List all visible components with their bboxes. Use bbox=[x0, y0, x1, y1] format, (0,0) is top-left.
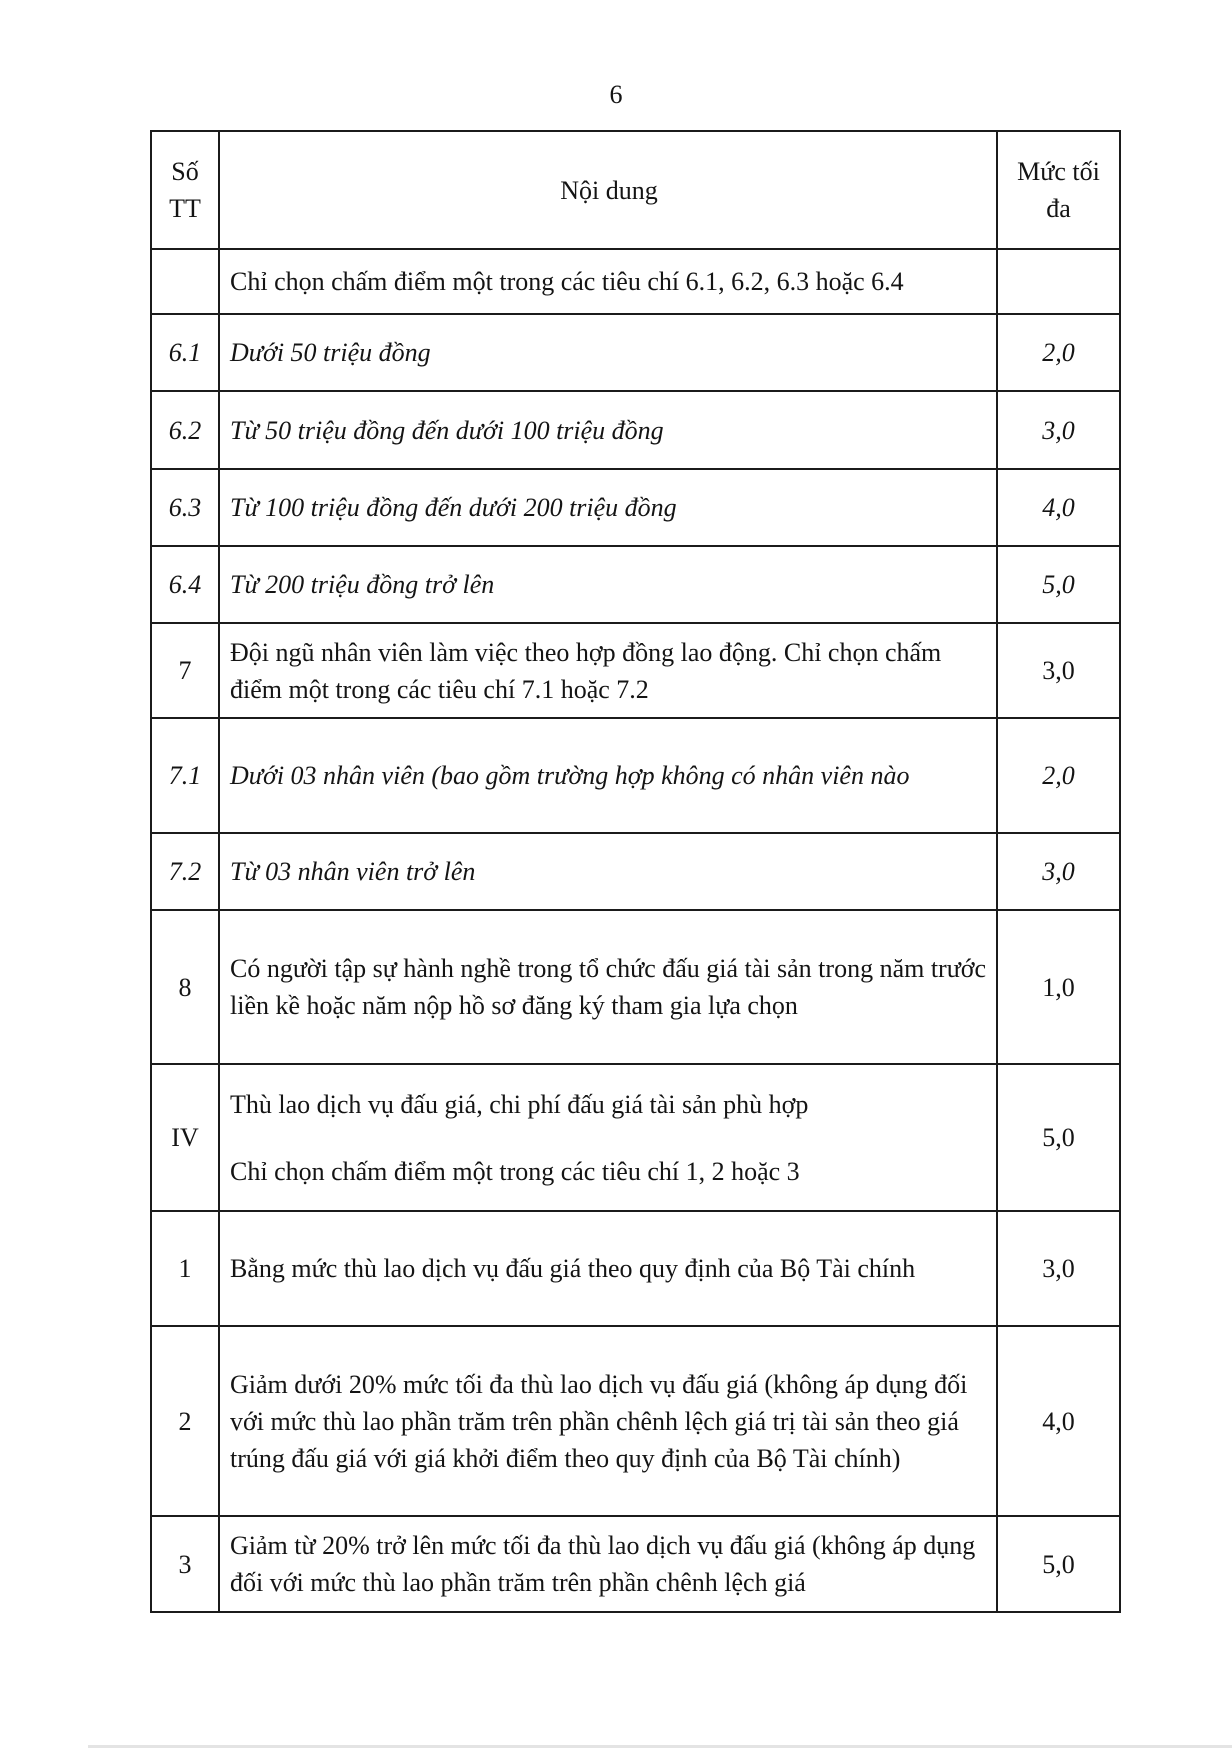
row-content bbox=[219, 833, 997, 910]
table-row bbox=[151, 249, 1120, 314]
header-max: Mức tối đa bbox=[997, 131, 1120, 249]
table-row bbox=[151, 546, 1120, 623]
table-row bbox=[151, 1211, 1120, 1326]
row-content bbox=[219, 1064, 997, 1211]
table-row bbox=[151, 623, 1120, 718]
table-header-row bbox=[151, 131, 1120, 249]
content-paragraph: Thù lao dịch vụ đấu giá, chi phí đấu giá tài sản phù hợp bbox=[230, 1089, 809, 1119]
row-content bbox=[219, 546, 997, 623]
content-paragraph: Từ 03 nhân viên trở lên bbox=[230, 857, 476, 886]
content-paragraph: Đội ngũ nhân viên làm việc theo hợp đồng lao động. Chỉ chọn chấm điểm một trong các tiêu chí 7.1 hoặc 7.2 bbox=[230, 637, 942, 704]
table-row bbox=[151, 1326, 1120, 1516]
table-row bbox=[151, 833, 1120, 910]
row-number: 1 bbox=[151, 1211, 219, 1326]
content-paragraph: Bằng mức thù lao dịch vụ đấu giá theo quy định của Bộ Tài chính bbox=[230, 1254, 916, 1283]
content-paragraph: Từ 50 triệu đồng đến dưới 100 triệu đồng bbox=[230, 415, 664, 445]
row-content bbox=[219, 1326, 997, 1516]
row-number: 6.1 bbox=[151, 314, 219, 391]
row-content bbox=[219, 1211, 997, 1326]
row-max-score: 1,0 bbox=[997, 910, 1120, 1064]
content-paragraph: Giảm dưới 20% mức tối đa thù lao dịch vụ đấu giá (không áp dụng đối với mức thù lao phần trăm trên phần chênh lệch giá trị tài sản theo giá trúng đấu giá với giá khởi điểm theo quy định của Bộ Tài chính) bbox=[230, 1369, 968, 1473]
table-row bbox=[151, 1516, 1120, 1612]
row-content bbox=[219, 391, 997, 469]
row-number: 6.4 bbox=[151, 546, 219, 623]
page-bottom-edge bbox=[88, 1745, 1232, 1748]
table-row bbox=[151, 1064, 1120, 1211]
row-max-score: 5,0 bbox=[997, 546, 1120, 623]
table-row bbox=[151, 314, 1120, 391]
row-max-score: 5,0 bbox=[997, 1064, 1120, 1211]
content-paragraph: Từ 200 triệu đồng trở lên bbox=[230, 570, 495, 599]
criteria-table bbox=[150, 130, 1121, 1613]
content-paragraph: Dưới 03 nhân viên (bao gồm trường hợp không có nhân viên nào bbox=[230, 761, 910, 790]
content-paragraph: Có người tập sự hành nghề trong tổ chức đấu giá tài sản trong năm trước liền kề hoặc năm nộp hồ sơ đăng ký tham gia lựa chọn bbox=[230, 954, 987, 1020]
table-row bbox=[151, 910, 1120, 1064]
row-max-score: 3,0 bbox=[997, 391, 1120, 469]
table-row bbox=[151, 718, 1120, 833]
row-number: 8 bbox=[151, 910, 219, 1064]
content-paragraph: Dưới 50 triệu đồng bbox=[230, 338, 431, 367]
row-max-score: 2,0 bbox=[997, 314, 1120, 391]
row-max-score: 4,0 bbox=[997, 469, 1120, 546]
page-number: 6 bbox=[609, 80, 623, 109]
row-max-score: 3,0 bbox=[997, 1211, 1120, 1326]
row-number bbox=[151, 249, 219, 314]
row-content bbox=[219, 249, 997, 314]
header-no: Số TT bbox=[151, 131, 219, 249]
row-content bbox=[219, 910, 997, 1064]
content-paragraph: Chỉ chọn chấm điểm một trong các tiêu chí 6.1, 6.2, 6.3 hoặc 6.4 bbox=[230, 267, 904, 296]
row-number: 6.2 bbox=[151, 391, 219, 469]
row-number: IV bbox=[151, 1064, 219, 1211]
row-number: 7 bbox=[151, 623, 219, 718]
row-content bbox=[219, 1516, 997, 1612]
row-number: 6.3 bbox=[151, 469, 219, 546]
row-number: 7.1 bbox=[151, 718, 219, 833]
row-number: 2 bbox=[151, 1326, 219, 1516]
row-number: 3 bbox=[151, 1516, 219, 1612]
header-content: Nội dung bbox=[219, 131, 997, 249]
content-paragraph: Từ 100 triệu đồng đến dưới 200 triệu đồng bbox=[230, 493, 677, 522]
row-max-score: 3,0 bbox=[997, 623, 1120, 718]
row-content bbox=[219, 718, 997, 833]
row-content bbox=[219, 469, 997, 546]
row-content bbox=[219, 623, 997, 718]
row-max-score: 3,0 bbox=[997, 833, 1120, 910]
row-max-score bbox=[997, 249, 1120, 314]
row-max-score: 5,0 bbox=[997, 1516, 1120, 1612]
table-row bbox=[151, 469, 1120, 546]
row-number: 7.2 bbox=[151, 833, 219, 910]
content-paragraph: Giảm từ 20% trở lên mức tối đa thù lao dịch vụ đấu giá (không áp dụng đối với mức thù lao phần trăm trên phần chênh lệch giá bbox=[230, 1531, 976, 1597]
row-content bbox=[219, 314, 997, 391]
table-row bbox=[151, 391, 1120, 469]
row-max-score: 2,0 bbox=[997, 718, 1120, 833]
row-max-score: 4,0 bbox=[997, 1326, 1120, 1516]
content-paragraph: Chỉ chọn chấm điểm một trong các tiêu chí 1, 2 hoặc 3 bbox=[230, 1156, 800, 1186]
